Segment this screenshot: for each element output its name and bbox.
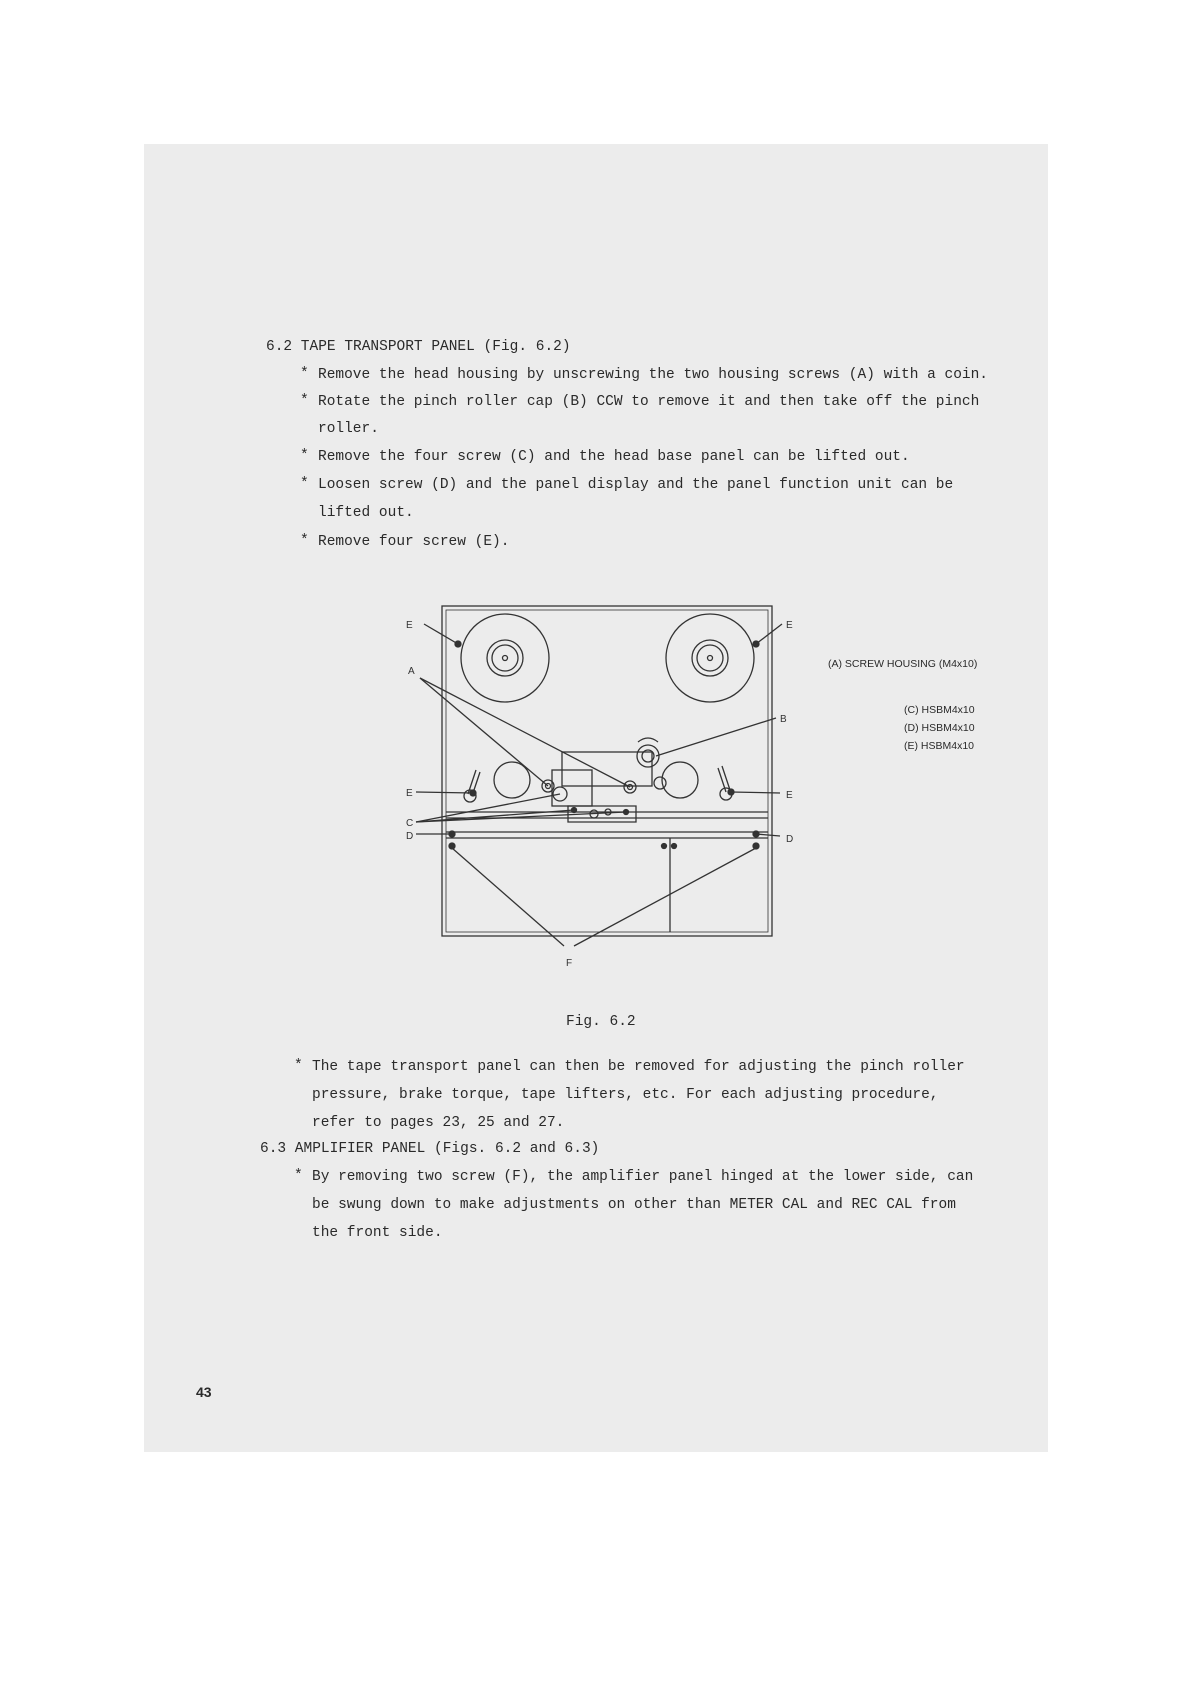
- left-reel: [461, 614, 549, 702]
- bullet-marker: *: [300, 393, 309, 409]
- bullet-marker: *: [300, 533, 309, 549]
- label-f: F: [566, 958, 573, 969]
- head-housing: [562, 752, 652, 786]
- bullet-marker: *: [300, 366, 309, 382]
- label-e-mid-left: E: [406, 788, 413, 799]
- note-screw-d: (D) HSBM4x10: [904, 722, 975, 734]
- right-reel: [666, 614, 754, 702]
- left-tension-roller: [494, 762, 530, 798]
- note-screw-e: (E) HSBM4x10: [904, 740, 975, 752]
- section-6-3-line-3: the front side.: [312, 1225, 443, 1241]
- label-e-top-right: E: [786, 620, 793, 631]
- bullet-4-line-1: Loosen screw (D) and the panel display and the panel function unit can be: [318, 477, 954, 493]
- bullet-marker: *: [300, 476, 309, 492]
- bullet-2-line-1: Rotate the pinch roller cap (B) CCW to remove it and then take off the pinch: [318, 394, 980, 410]
- section-6-3-line-1: By removing two screw (F), the amplifier panel hinged at the lower side, can: [312, 1169, 974, 1185]
- bullet-marker: *: [294, 1168, 303, 1184]
- label-b: B: [780, 714, 787, 725]
- tape-transport-panel-diagram: [380, 596, 820, 996]
- label-c: C: [406, 818, 414, 829]
- bullet-2-line-2: roller.: [318, 421, 379, 437]
- section-6-3-heading: 6.3 AMPLIFIER PANEL (Figs. 6.2 and 6.3): [260, 1141, 600, 1157]
- figure-caption: Fig. 6.2: [566, 1014, 636, 1030]
- label-e-mid-right: E: [786, 790, 793, 801]
- section-6-3-line-2: be swung down to make adjustments on other than METER CAL and REC CAL from: [312, 1197, 956, 1213]
- note-screw-a: (A) SCREW HOUSING (M4x10): [828, 658, 978, 670]
- label-d-left: D: [406, 831, 414, 842]
- bullet-marker: *: [300, 448, 309, 464]
- note-screw-c: (C) HSBM4x10: [904, 704, 975, 716]
- pinch-roller-cap: [637, 745, 659, 767]
- right-tension-roller: [662, 762, 698, 798]
- bullet-3-line-1: Remove the four screw (C) and the head base panel can be lifted out.: [318, 449, 910, 465]
- label-a: A: [408, 666, 415, 677]
- para-line-3: refer to pages 23, 25 and 27.: [312, 1115, 565, 1131]
- bullet-4-line-2: lifted out.: [318, 505, 414, 521]
- page-number: 43: [196, 1384, 212, 1400]
- para-line-1: The tape transport panel can then be removed for adjusting the pinch roller: [312, 1059, 965, 1075]
- label-e-top-left: E: [406, 620, 413, 631]
- para-line-2: pressure, brake torque, tape lifters, etc. For each adjusting procedure,: [312, 1087, 939, 1103]
- bullet-1-line-1: Remove the head housing by unscrewing the two housing screws (A) with a coin.: [318, 367, 989, 383]
- section-6-2-heading: 6.2 TAPE TRANSPORT PANEL (Fig. 6.2): [266, 339, 571, 355]
- bullet-marker: *: [294, 1058, 303, 1074]
- label-d-right: D: [786, 834, 794, 845]
- bullet-5-line-1: Remove four screw (E).: [318, 534, 510, 550]
